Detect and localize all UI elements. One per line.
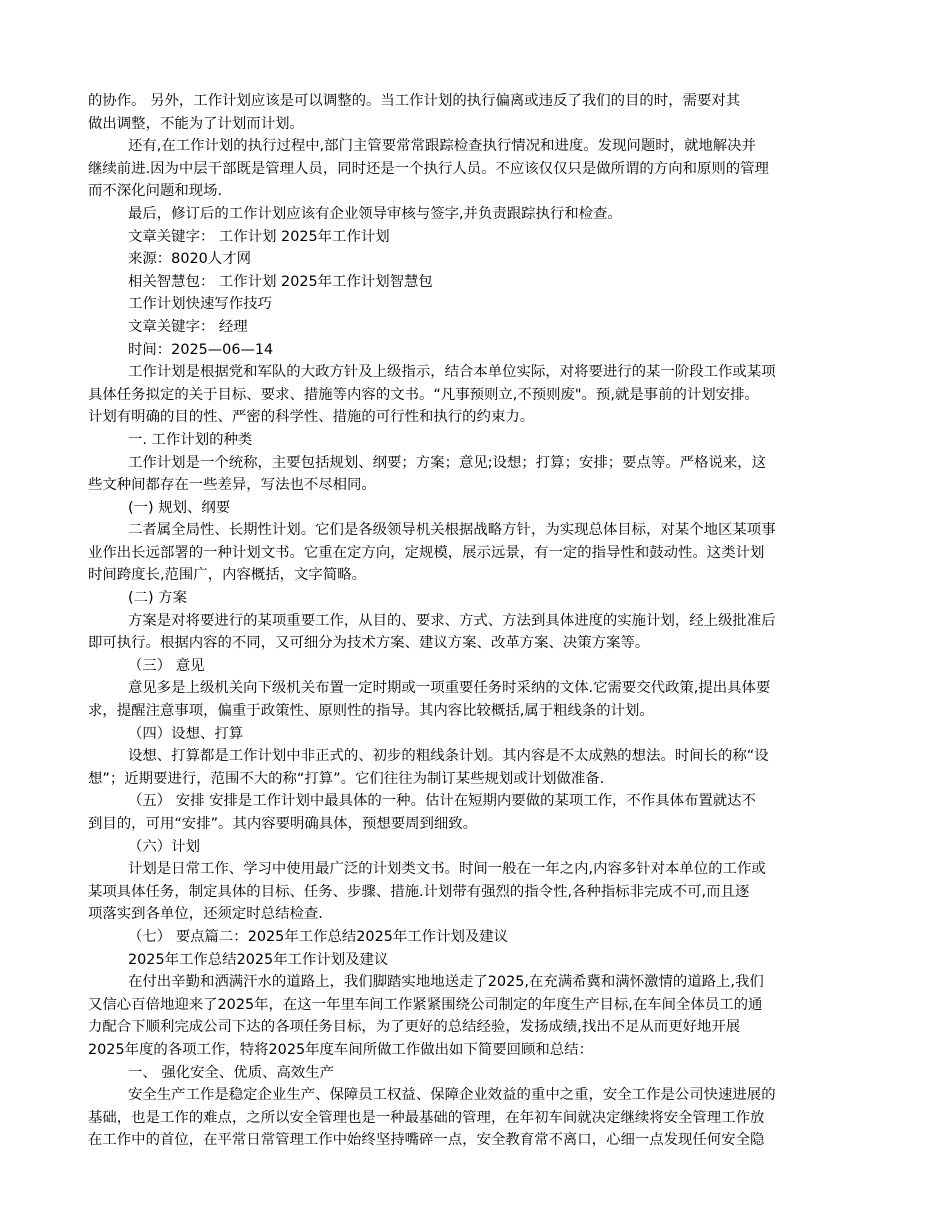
- text-line: 又信心百倍地迎来了2025年，在这一年里车间工作紧紧围绕公司制定的年度生产目标,在车间全体员工的通: [88, 996, 763, 1013]
- text-line: 想”；近期要进行，范围不大的称“打算”。它们往往为制订某些规划或计划做准备.: [88, 770, 605, 787]
- text-line: 工作计划是一个统称，主要包括规划、纲要；方案；意见;设想；打算；安排；要点等。严格说来，这: [128, 454, 767, 471]
- text-line: 些文种间都存在一些差异，写法也不尽相同。: [88, 477, 376, 494]
- text-line: 一. 工作计划的种类: [128, 431, 253, 448]
- text-line: 而不深化问题和现场.: [88, 183, 223, 200]
- text-line: 文章关键字： 工作计划 2025年工作计划: [128, 228, 390, 245]
- text-line: 项落实到各单位，还须定时总结检查.: [88, 906, 323, 923]
- text-line: (一) 规划、纲要: [128, 499, 231, 516]
- text-line: 工作计划是根据党和军队的大政方针及上级指示，结合本单位实际，对将要进行的某一阶段工作或某项: [128, 364, 776, 381]
- text-line: 到目的，可用“安排”。其内容要明确具体，预想要周到细致。: [88, 816, 478, 832]
- text-line: 继续前进.因为中层干部既是管理人员，同时还是一个执行人员。不应该仅仅只是做所谓的方向和原则的管理: [88, 160, 769, 177]
- text-line: 设想、打算都是工作计划中非正式的、初步的粗线条计划。其内容是不太成熟的想法。时间长的称“设: [128, 748, 769, 765]
- text-line: （七） 要点篇二：2025年工作总结2025年工作计划及建议: [128, 928, 509, 945]
- text-line: 的协作。 另外，工作计划应该是可以调整的。当工作计划的执行偏离或违反了我们的目的时，需要对其: [88, 93, 741, 109]
- text-line: 时间跨度长,范围广，内容概括，文字简略。: [88, 567, 366, 584]
- text-line: （四）设想、打算: [128, 725, 244, 742]
- text-line: 相关智慧包： 工作计划 2025年工作计划智慧包: [128, 273, 433, 290]
- text-line: 求，提醒注意事项，偏重于政策性、原则性的指导。其内容比较概括,属于粗线条的计划。: [88, 703, 654, 720]
- text-line: 方案是对将要进行的某项重要工作，从目的、要求、方式、方法到具体进度的实施计划，经上级批准后: [128, 612, 776, 629]
- text-line: 在付出辛勤和洒满汗水的道路上，我们脚踏实地地送走了2025,在充满希冀和满怀激情的道路上,我们: [128, 974, 764, 991]
- text-line: 在工作中的首位，在平常日常管理工作中始终坚持嘴碎一点，安全教育常不离口，心细一点发现任何安全隐: [88, 1132, 765, 1149]
- text-line: 一、 强化安全、优质、高效生产: [128, 1064, 335, 1081]
- text-line: 业作出长远部署的一种计划文书。它重在定方向，定规模，展示远景，有一定的指导性和鼓动性。这类计划: [88, 544, 765, 561]
- text-line: 具体任务拟定的关于目标、要求、措施等内容的文书。“凡事预则立,不预则废"。预,就是事前的计划安排。: [88, 386, 759, 403]
- document-body: [88, 90, 868, 1152]
- text-line: 最后，修订后的工作计划应该有企业领导审核与签字,并负责跟踪执行和检查。: [128, 205, 622, 222]
- text-line: 2025年度的各项工作，特将2025年度车间所做工作做出如下简要回顾和总结：: [88, 1041, 593, 1058]
- text-line: 计划是日常工作、学习中使用最广泛的计划类文书。时间一般在一年之内,内容多针对本单位的工作或: [128, 861, 766, 878]
- text-line: 某项具体任务，制定具体的目标、任务、步骤、措施.计划带有强烈的指令性,各种指标非完成不可,而且逐: [88, 883, 750, 900]
- text-line: 2025年工作总结2025年工作计划及建议: [128, 951, 389, 968]
- text-line: (二) 方案: [128, 590, 187, 607]
- text-line: （三） 意见: [128, 657, 205, 674]
- text-line: 即可执行。根据内容的不同，又可细分为技术方案、建议方案、改革方案、决策方案等。: [88, 635, 650, 652]
- text-line: 文章关键字： 经理: [128, 318, 248, 335]
- text-line: 二者属全局性、长期性计划。它们是各级领导机关根据战略方针，为实现总体目标，对某个地区某项事: [128, 522, 776, 539]
- text-line: 时间：2025—06—14: [128, 341, 274, 358]
- text-line: 来源：8020人才网: [128, 251, 251, 268]
- text-line: 基础，也是工作的难点，之所以安全管理也是一种最基础的管理，在年初车间就决定继续将安全管理工作放: [88, 1109, 765, 1126]
- text-line: 安全生产工作是稳定企业生产、保障员工权益、保障企业效益的重中之重，安全工作是公司快速进展的: [128, 1087, 776, 1104]
- text-line: 工作计划快速写作技巧: [128, 296, 272, 313]
- text-line: 做出调整，不能为了计划而计划。: [88, 115, 304, 132]
- text-line: （六）计划: [128, 838, 200, 855]
- text-line: 力配合下顺利完成公司下达的各项任务目标，为了更好的总结经验，发扬成绩,找出不足从而更好地开展: [88, 1019, 741, 1036]
- text-line: （五） 安排 安排是工作计划中最具体的一种。估计在短期内要做的某项工作，不作具体布置就达不: [128, 793, 756, 810]
- text-line: 意见多是上级机关向下级机关布置一定时期或一项重要任务时采纳的文体.它需要交代政策,提出具体要: [128, 680, 771, 697]
- text-line: 计划有明确的目的性、严密的科学性、措施的可行性和执行的约束力。: [88, 409, 535, 426]
- text-line: 还有,在工作计划的执行过程中,部门主管要常常跟踪检查执行情况和进度。发现问题时，就地解决并: [128, 138, 756, 155]
